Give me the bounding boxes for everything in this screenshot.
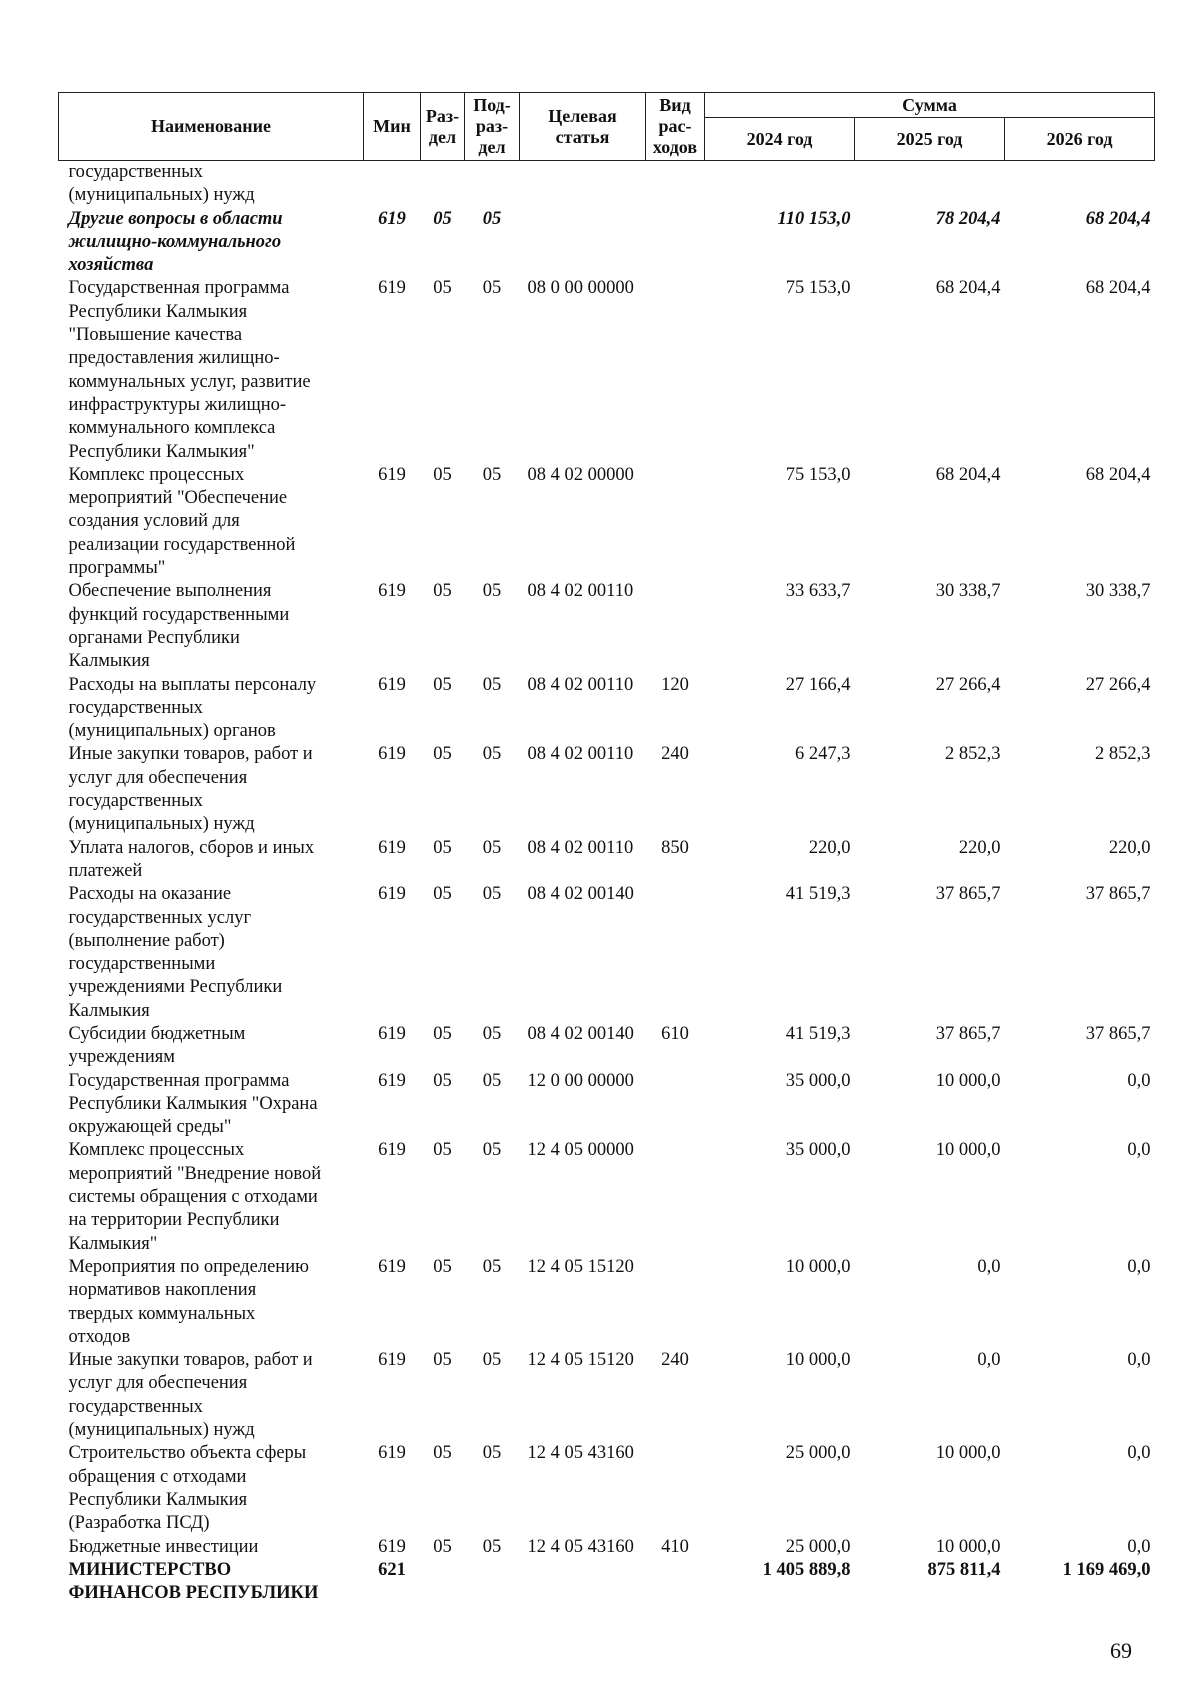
- cell-name: Строительство объекта сферы обращения с отходами Республики Калмыкия (Разработка ПСД): [68, 1443, 307, 1534]
- cell-podrazdel: 05: [482, 1140, 502, 1161]
- cell-min: 619: [378, 581, 406, 602]
- cell-2026: 68 204,4: [1085, 278, 1151, 299]
- cell-razdel: 05: [433, 464, 452, 485]
- cell-name: Государственная программа Республики Калмыкия "Повышение качества предоставления жилищно- коммунальных услуг, развитие инфраструктуры жилищно- коммунального комплекса Республики Калмыкия": [68, 278, 311, 462]
- header-2024: 2024 год: [705, 118, 855, 161]
- cell-razdel: 05: [433, 744, 452, 765]
- cell-razdel: 05: [433, 837, 452, 858]
- cell-min: 619: [378, 884, 406, 905]
- cell-2024: 6 247,3: [795, 744, 851, 765]
- table-row: [59, 1536, 1155, 1559]
- cell-tselevaya-statya: 12 4 05 43160: [527, 1443, 634, 1464]
- table-row: [59, 1559, 1155, 1606]
- table-row: [59, 277, 1155, 463]
- cell-name: Мероприятия по определению нормативов накопления твердых коммунальных отходов: [68, 1256, 309, 1347]
- cell-podrazdel: 05: [482, 1256, 502, 1277]
- table-row: [59, 161, 1155, 208]
- cell-min: 619: [378, 464, 406, 485]
- cell-name: МИНИСТЕРСТВО ФИНАНСОВ РЕСПУБЛИКИ: [68, 1559, 319, 1604]
- cell-podrazdel: 05: [482, 1350, 502, 1371]
- cell-2026: 68 204,4: [1085, 208, 1151, 229]
- cell-podrazdel: 05: [482, 1536, 502, 1557]
- cell-vid-raskhodov: [646, 1139, 705, 1255]
- cell-vid-raskhodov: 850: [661, 837, 689, 858]
- table-row: [59, 1139, 1155, 1255]
- cell-2025: 68 204,4: [935, 278, 1001, 299]
- cell-min: 619: [378, 1443, 406, 1464]
- cell-2025: 0,0: [977, 1256, 1001, 1277]
- cell-name: Комплекс процессных мероприятий "Обеспечение создания условий для реализации государственной программы": [68, 464, 296, 579]
- cell-name: Государственная программа Республики Калмыкия "Охрана окружающей среды": [68, 1070, 318, 1138]
- cell-min: 619: [378, 1536, 406, 1557]
- cell-name: Иные закупки товаров, работ и услуг для обеспечения государственных (муниципальных) нужд: [68, 744, 313, 835]
- cell-2024: 10 000,0: [785, 1256, 851, 1277]
- table-row: [59, 580, 1155, 673]
- cell-min: [364, 161, 421, 208]
- cell-vid-raskhodov: [646, 1442, 705, 1535]
- cell-2025: 10 000,0: [935, 1070, 1001, 1091]
- cell-2026: 30 338,7: [1085, 581, 1151, 602]
- cell-vid-raskhodov: [646, 580, 705, 673]
- cell-tselevaya-statya: 08 4 02 00110: [527, 837, 634, 858]
- cell-podrazdel: 05: [482, 744, 502, 765]
- cell-tselevaya-statya: 12 4 05 15120: [527, 1256, 634, 1277]
- header-vid-raskhodov: Вид рас- ходов: [646, 93, 705, 161]
- cell-tselevaya-statya: 12 4 05 00000: [527, 1140, 634, 1161]
- cell-podrazdel: 05: [482, 837, 502, 858]
- table-row: [59, 1442, 1155, 1535]
- cell-min: 619: [378, 1140, 406, 1161]
- cell-vid-raskhodov: 240: [661, 744, 689, 765]
- cell-tselevaya-statya: 08 4 02 00110: [527, 674, 634, 695]
- cell-razdel: 05: [433, 1140, 452, 1161]
- cell-2025: 68 204,4: [935, 464, 1001, 485]
- cell-tselevaya-statya: 12 4 05 15120: [527, 1350, 634, 1371]
- cell-razdel: 05: [433, 1023, 452, 1044]
- cell-tselevaya-statya: [520, 1559, 646, 1606]
- cell-2026: 2 852,3: [1095, 744, 1151, 765]
- cell-2025: 220,0: [958, 837, 1001, 858]
- cell-tselevaya-statya: [520, 161, 646, 208]
- table-row: [59, 208, 1155, 278]
- header-name: Наименование: [59, 93, 364, 161]
- cell-name: Другие вопросы в области жилищно-коммунального хозяйства: [68, 208, 283, 276]
- cell-razdel: 05: [433, 581, 452, 602]
- cell-vid-raskhodov: [646, 277, 705, 463]
- cell-vid-raskhodov: [646, 1256, 705, 1349]
- cell-2025: 875 811,4: [927, 1559, 1001, 1580]
- cell-podrazdel: 05: [482, 581, 502, 602]
- cell-razdel: 05: [433, 278, 452, 299]
- cell-tselevaya-statya: 08 4 02 00000: [527, 464, 634, 485]
- cell-name: Комплекс процессных мероприятий "Внедрение новой системы обращения с отходами на территории Республики Калмыкия": [68, 1140, 322, 1254]
- cell-2026: 27 266,4: [1085, 674, 1151, 695]
- table-row: [59, 1023, 1155, 1070]
- cell-2025: 30 338,7: [935, 581, 1001, 602]
- cell-min: 619: [378, 1350, 406, 1371]
- cell-vid-raskhodov: 610: [661, 1023, 689, 1044]
- cell-2024: 35 000,0: [785, 1070, 851, 1091]
- cell-2024: 41 519,3: [785, 884, 851, 905]
- cell-2024: 75 153,0: [785, 278, 851, 299]
- cell-name: Расходы на выплаты персоналу государственных (муниципальных) органов: [68, 674, 317, 742]
- header-min: Мин: [364, 93, 421, 161]
- cell-2024: 41 519,3: [785, 1023, 851, 1044]
- cell-podrazdel: 05: [482, 464, 502, 485]
- cell-2025: 10 000,0: [935, 1536, 1001, 1557]
- cell-2026: 0,0: [1127, 1256, 1151, 1277]
- cell-2026: 37 865,7: [1085, 1023, 1151, 1044]
- cell-tselevaya-statya: 08 4 02 00110: [527, 581, 634, 602]
- cell-2026: 0,0: [1127, 1070, 1151, 1091]
- cell-2024: 220,0: [808, 837, 851, 858]
- cell-2024: 33 633,7: [785, 581, 851, 602]
- cell-2024: 27 166,4: [785, 674, 851, 695]
- cell-podrazdel: 05: [482, 884, 502, 905]
- cell-2026: 68 204,4: [1085, 464, 1151, 485]
- cell-razdel: 05: [433, 1256, 452, 1277]
- cell-razdel: [421, 161, 465, 208]
- cell-min: 621: [378, 1559, 406, 1580]
- cell-min: 619: [378, 278, 406, 299]
- cell-2025: [855, 161, 1005, 208]
- cell-razdel: 05: [433, 1443, 452, 1464]
- table-row: [59, 1256, 1155, 1349]
- cell-vid-raskhodov: [646, 1070, 705, 1140]
- cell-vid-raskhodov: [646, 464, 705, 580]
- cell-2025: 10 000,0: [935, 1443, 1001, 1464]
- cell-2026: 0,0: [1127, 1140, 1151, 1161]
- cell-name: Иные закупки товаров, работ и услуг для обеспечения государственных (муниципальных) нужд: [68, 1350, 313, 1441]
- header-summa: Сумма: [705, 93, 1155, 118]
- table-body: [59, 161, 1155, 1606]
- cell-vid-raskhodov: [646, 1559, 705, 1606]
- cell-name: Уплата налогов, сборов и иных платежей: [68, 837, 315, 881]
- cell-2026: 1 169 469,0: [1062, 1559, 1151, 1580]
- cell-2024: 1 405 889,8: [762, 1559, 851, 1580]
- table-row: [59, 674, 1155, 744]
- table-row: [59, 883, 1155, 1023]
- cell-tselevaya-statya: [520, 208, 646, 278]
- cell-razdel: 05: [433, 1350, 452, 1371]
- cell-min: 619: [378, 1070, 406, 1091]
- cell-razdel: 05: [433, 208, 452, 229]
- cell-vid-raskhodov: [646, 883, 705, 1023]
- cell-2024: 25 000,0: [785, 1443, 851, 1464]
- cell-tselevaya-statya: 08 4 02 00140: [527, 884, 634, 905]
- cell-name: Обеспечение выполнения функций государственными органами Республики Калмыкия: [68, 581, 290, 672]
- cell-min: 619: [378, 674, 406, 695]
- cell-2024: 75 153,0: [785, 464, 851, 485]
- cell-vid-raskhodov: 120: [661, 674, 689, 695]
- cell-tselevaya-statya: 12 0 00 00000: [527, 1070, 634, 1091]
- cell-2025: 2 852,3: [945, 744, 1001, 765]
- cell-min: 619: [378, 208, 406, 229]
- cell-podrazdel: 05: [482, 1443, 502, 1464]
- cell-podrazdel: [465, 1559, 520, 1606]
- cell-min: 619: [378, 837, 406, 858]
- table-row: [59, 743, 1155, 836]
- cell-2024: 10 000,0: [785, 1350, 851, 1371]
- cell-2026: 0,0: [1127, 1443, 1151, 1464]
- cell-2024: 110 153,0: [777, 208, 851, 229]
- cell-name: Бюджетные инвестиции: [68, 1536, 259, 1557]
- cell-2024: 35 000,0: [785, 1140, 851, 1161]
- cell-tselevaya-statya: 08 4 02 00140: [527, 1023, 634, 1044]
- cell-razdel: 05: [433, 884, 452, 905]
- cell-name: Расходы на оказание государственных услуг (выполнение работ) государственными учреждениями Республики Калмыкия: [68, 884, 283, 1021]
- cell-2025: 0,0: [977, 1350, 1001, 1371]
- cell-2024: [705, 161, 855, 208]
- cell-2026: 0,0: [1127, 1350, 1151, 1371]
- cell-razdel: 05: [433, 1070, 452, 1091]
- cell-min: 619: [378, 1023, 406, 1044]
- cell-name: государственных (муниципальных) нужд: [68, 162, 255, 206]
- cell-2025: 10 000,0: [935, 1140, 1001, 1161]
- cell-min: 619: [378, 1256, 406, 1277]
- cell-name: Субсидии бюджетным учреждениям: [68, 1023, 246, 1068]
- cell-podrazdel: [465, 161, 520, 208]
- page-number: 69: [1110, 1638, 1132, 1663]
- cell-2024: 25 000,0: [785, 1536, 851, 1557]
- cell-2025: 37 865,7: [935, 884, 1001, 905]
- cell-2025: 27 266,4: [935, 674, 1001, 695]
- cell-podrazdel: 05: [482, 208, 502, 229]
- cell-min: 619: [378, 744, 406, 765]
- header-razdel: Раз- дел: [421, 93, 465, 161]
- cell-vid-raskhodov: [646, 161, 705, 208]
- header-podrazdel: Под- раз- дел: [465, 93, 520, 161]
- cell-podrazdel: 05: [482, 674, 502, 695]
- cell-2026: 37 865,7: [1085, 884, 1151, 905]
- cell-2026: 0,0: [1127, 1536, 1151, 1557]
- cell-tselevaya-statya: 08 0 00 00000: [527, 278, 634, 299]
- cell-tselevaya-statya: 12 4 05 43160: [527, 1536, 634, 1557]
- header-tselevaya-statya: Целевая статья: [520, 93, 646, 161]
- table-row: [59, 1349, 1155, 1442]
- cell-razdel: 05: [433, 674, 452, 695]
- cell-2025: 78 204,4: [935, 208, 1001, 229]
- cell-2026: 220,0: [1108, 837, 1151, 858]
- cell-tselevaya-statya: 08 4 02 00110: [527, 744, 634, 765]
- cell-vid-raskhodov: [646, 208, 705, 278]
- header-2026: 2026 год: [1005, 118, 1155, 161]
- table-header: [59, 93, 1155, 161]
- table-row: [59, 464, 1155, 580]
- table-row: [59, 1070, 1155, 1140]
- cell-podrazdel: 05: [482, 278, 502, 299]
- budget-table: [58, 92, 1155, 1605]
- cell-vid-raskhodov: 410: [661, 1536, 689, 1557]
- cell-vid-raskhodov: 240: [661, 1350, 689, 1371]
- cell-razdel: 05: [433, 1536, 452, 1557]
- cell-podrazdel: 05: [482, 1023, 502, 1044]
- table-row: [59, 837, 1155, 884]
- header-2025: 2025 год: [855, 118, 1005, 161]
- cell-2025: 37 865,7: [935, 1023, 1001, 1044]
- cell-podrazdel: 05: [482, 1070, 502, 1091]
- cell-razdel: [421, 1559, 465, 1606]
- cell-2026: [1005, 161, 1155, 208]
